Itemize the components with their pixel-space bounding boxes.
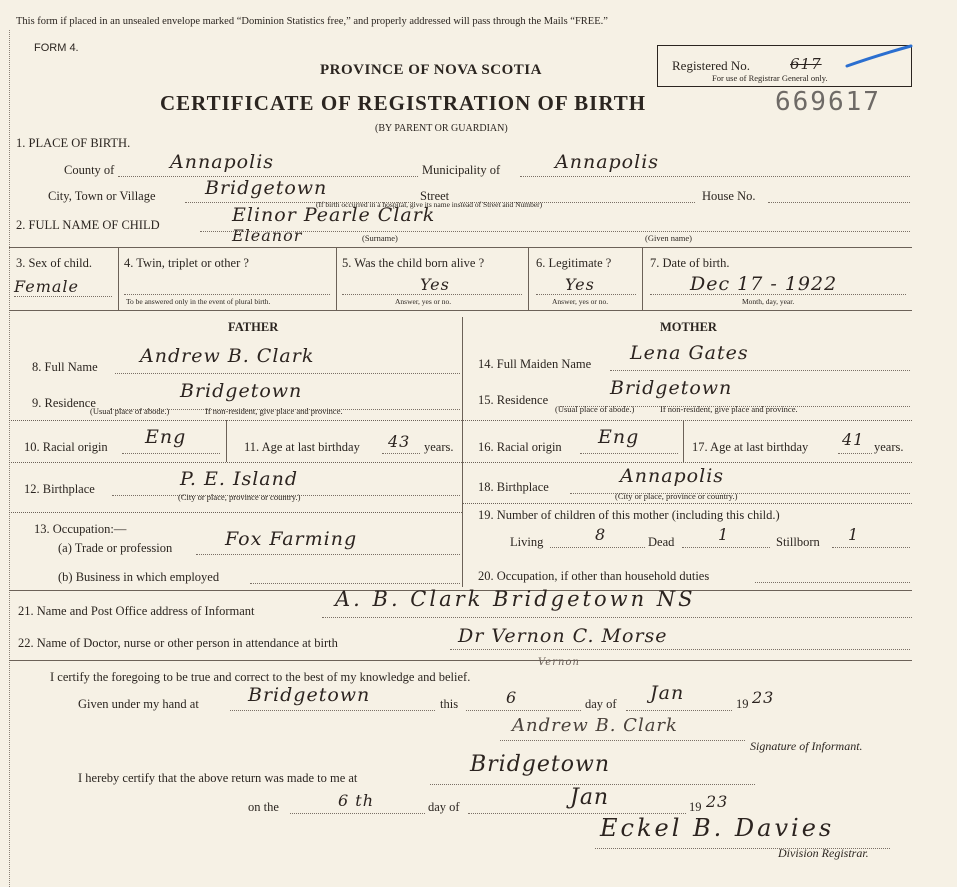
- doctor-label: 22. Name of Doctor, nurse or other person in attendance at birth: [18, 636, 338, 650]
- registrar-caption: Division Registrar.: [778, 846, 869, 860]
- form-number: FORM 4.: [34, 42, 79, 54]
- stillborn-value: 1: [848, 525, 860, 544]
- father-racial-label: 10. Racial origin: [24, 440, 108, 454]
- father-name-label: 8. Full Name: [32, 360, 98, 374]
- legitimate-value: Yes: [565, 275, 595, 294]
- check-mark-icon: [845, 44, 915, 68]
- return-year-prefix: 19: [689, 800, 702, 814]
- mother-age-value: 41: [842, 430, 865, 449]
- dead-value: 1: [718, 525, 730, 544]
- father-residence-value: Bridgetown: [180, 380, 303, 402]
- mother-birthplace-label: 18. Birthplace: [478, 480, 549, 494]
- return-day: 6 th: [338, 791, 374, 810]
- alive-label: 5. Was the child born alive ?: [342, 256, 485, 270]
- informant-caption: Signature of Informant.: [750, 739, 863, 753]
- trade-label: (a) Trade or profession: [58, 541, 173, 555]
- given-place: Bridgetown: [248, 684, 371, 706]
- mother-birthplace-note: (City or place, province or country.): [615, 491, 738, 501]
- doctor-value: Dr Vernon C. Morse: [458, 625, 668, 647]
- county-label: County of: [64, 163, 115, 177]
- margin-rule: [9, 30, 10, 887]
- children-count-label: 19. Number of children of this mother (including this child.): [478, 508, 780, 522]
- father-name-value: Andrew B. Clark: [140, 345, 315, 367]
- twin-note: To be answered only in the event of plural birth.: [126, 297, 271, 306]
- occupation-label: 13. Occupation:—: [34, 522, 127, 536]
- municipality-label: Municipality of: [422, 163, 501, 177]
- father-birthplace-value: P. E. Island: [180, 468, 299, 490]
- street-note: (If birth occurred in a hospital, give its name instead of Street and Number): [316, 200, 543, 209]
- day-of-label: day of: [585, 697, 617, 711]
- city-label: City, Town or Village: [48, 189, 156, 203]
- mother-racial-value: Eng: [598, 426, 640, 448]
- on-the-label: on the: [248, 800, 279, 814]
- return-month: Jan: [570, 785, 610, 810]
- alive-value: Yes: [420, 275, 450, 294]
- registered-value: 617: [790, 55, 822, 73]
- father-residence-note-a: (Usual place of abode.): [90, 406, 170, 416]
- mother-residence-value: Bridgetown: [610, 377, 733, 399]
- living-value: 8: [595, 525, 607, 544]
- father-racial-value: Eng: [145, 426, 187, 448]
- business-label: (b) Business in which employed: [58, 570, 220, 584]
- mother-heading: MOTHER: [660, 320, 717, 334]
- father-age-value: 43: [388, 432, 411, 451]
- father-birthplace-label: 12. Birthplace: [24, 482, 95, 496]
- return-place: Bridgetown: [470, 752, 610, 777]
- mother-name-label: 14. Full Maiden Name: [478, 357, 592, 371]
- doctor-correction: Vernon: [538, 657, 580, 668]
- surname-note: (Surname): [362, 233, 398, 243]
- certify-text: I certify the foregoing to be true and correct to the best of my knowledge and belief.: [50, 670, 471, 684]
- province-heading: PROVINCE OF NOVA SCOTIA: [320, 62, 542, 78]
- given-day: 6: [506, 688, 518, 707]
- legitimate-label: 6. Legitimate ?: [536, 256, 612, 270]
- registered-label: Registered No.: [672, 58, 750, 73]
- city-value: Bridgetown: [205, 177, 328, 199]
- this-label: this: [440, 697, 459, 711]
- date-of-birth-label: 7. Date of birth.: [650, 256, 730, 270]
- mother-name-value: Lena Gates: [630, 342, 749, 364]
- date-of-birth-value: Dec 17 - 1922: [690, 273, 838, 295]
- street-label: Street: [420, 189, 450, 203]
- mother-occupation-label: 20. Occupation, if other than household duties: [478, 569, 710, 583]
- place-of-birth-label: 1. PLACE OF BIRTH.: [16, 136, 131, 150]
- mother-age-unit: years.: [874, 440, 904, 454]
- certificate-title: CERTIFICATE OF REGISTRATION OF BIRTH: [160, 91, 647, 115]
- mother-racial-label: 16. Racial origin: [478, 440, 562, 454]
- mother-residence-label: 15. Residence: [478, 393, 549, 407]
- return-day-of-label: day of: [428, 800, 460, 814]
- informant-signature: Andrew B. Clark: [512, 715, 678, 736]
- given-name-note: (Given name): [645, 233, 692, 243]
- informant-label: 21. Name and Post Office address of Informant: [18, 604, 255, 618]
- return-text: I hereby certify that the above return was made to me at: [78, 771, 358, 785]
- father-residence-note-b: If non-resident, give place and province.: [205, 406, 343, 416]
- given-year: 23: [752, 688, 775, 707]
- father-heading: FATHER: [228, 320, 279, 334]
- given-month: Jan: [650, 682, 685, 704]
- registrar-signature: Eckel B. Davies: [600, 814, 835, 842]
- stillborn-label: Stillborn: [776, 535, 820, 549]
- sex-value: Female: [14, 277, 79, 296]
- postal-notice: This form if placed in an unsealed envelope marked “Dominion Statistics free,” and properly addressed will pass through the Mails “FREE.”: [16, 16, 608, 27]
- sex-label: 3. Sex of child.: [16, 256, 93, 270]
- living-label: Living: [510, 535, 544, 549]
- mother-residence-note-a: (Usual place of abode.): [555, 404, 635, 414]
- year-prefix: 19: [736, 697, 749, 711]
- twin-label: 4. Twin, triplet or other ?: [124, 256, 249, 270]
- trade-value: Fox Farming: [225, 528, 358, 550]
- informant-value: A. B. Clark Bridgetown NS: [335, 587, 696, 611]
- date-of-birth-note: Month, day, year.: [742, 297, 795, 306]
- father-age-unit: years.: [424, 440, 454, 454]
- certificate-subtitle: (BY PARENT OR GUARDIAN): [375, 123, 508, 134]
- dead-label: Dead: [648, 535, 675, 549]
- given-under-label: Given under my hand at: [78, 697, 199, 711]
- father-birthplace-note: (City or place, province or country.): [178, 492, 301, 502]
- return-year: 23: [706, 792, 729, 811]
- house-label: House No.: [702, 189, 756, 203]
- registrar-note: For use of Registrar General only.: [712, 73, 828, 83]
- child-name-value: Elinor Pearle Clark: [232, 204, 436, 226]
- county-value: Annapolis: [170, 151, 275, 173]
- child-name-correction: Eleanor: [232, 226, 303, 245]
- mother-residence-note-b: If non-resident, give place and province.: [660, 404, 798, 414]
- stamped-number: 669617: [775, 87, 881, 117]
- child-name-label: 2. FULL NAME OF CHILD: [16, 218, 160, 232]
- legitimate-note: Answer, yes or no.: [552, 297, 609, 306]
- father-residence-label: 9. Residence: [32, 396, 96, 410]
- municipality-value: Annapolis: [555, 151, 660, 173]
- mother-birthplace-value: Annapolis: [620, 465, 725, 487]
- mother-age-label: 17. Age at last birthday: [692, 440, 809, 454]
- alive-note: Answer, yes or no.: [395, 297, 452, 306]
- father-age-label: 11. Age at last birthday: [244, 440, 360, 454]
